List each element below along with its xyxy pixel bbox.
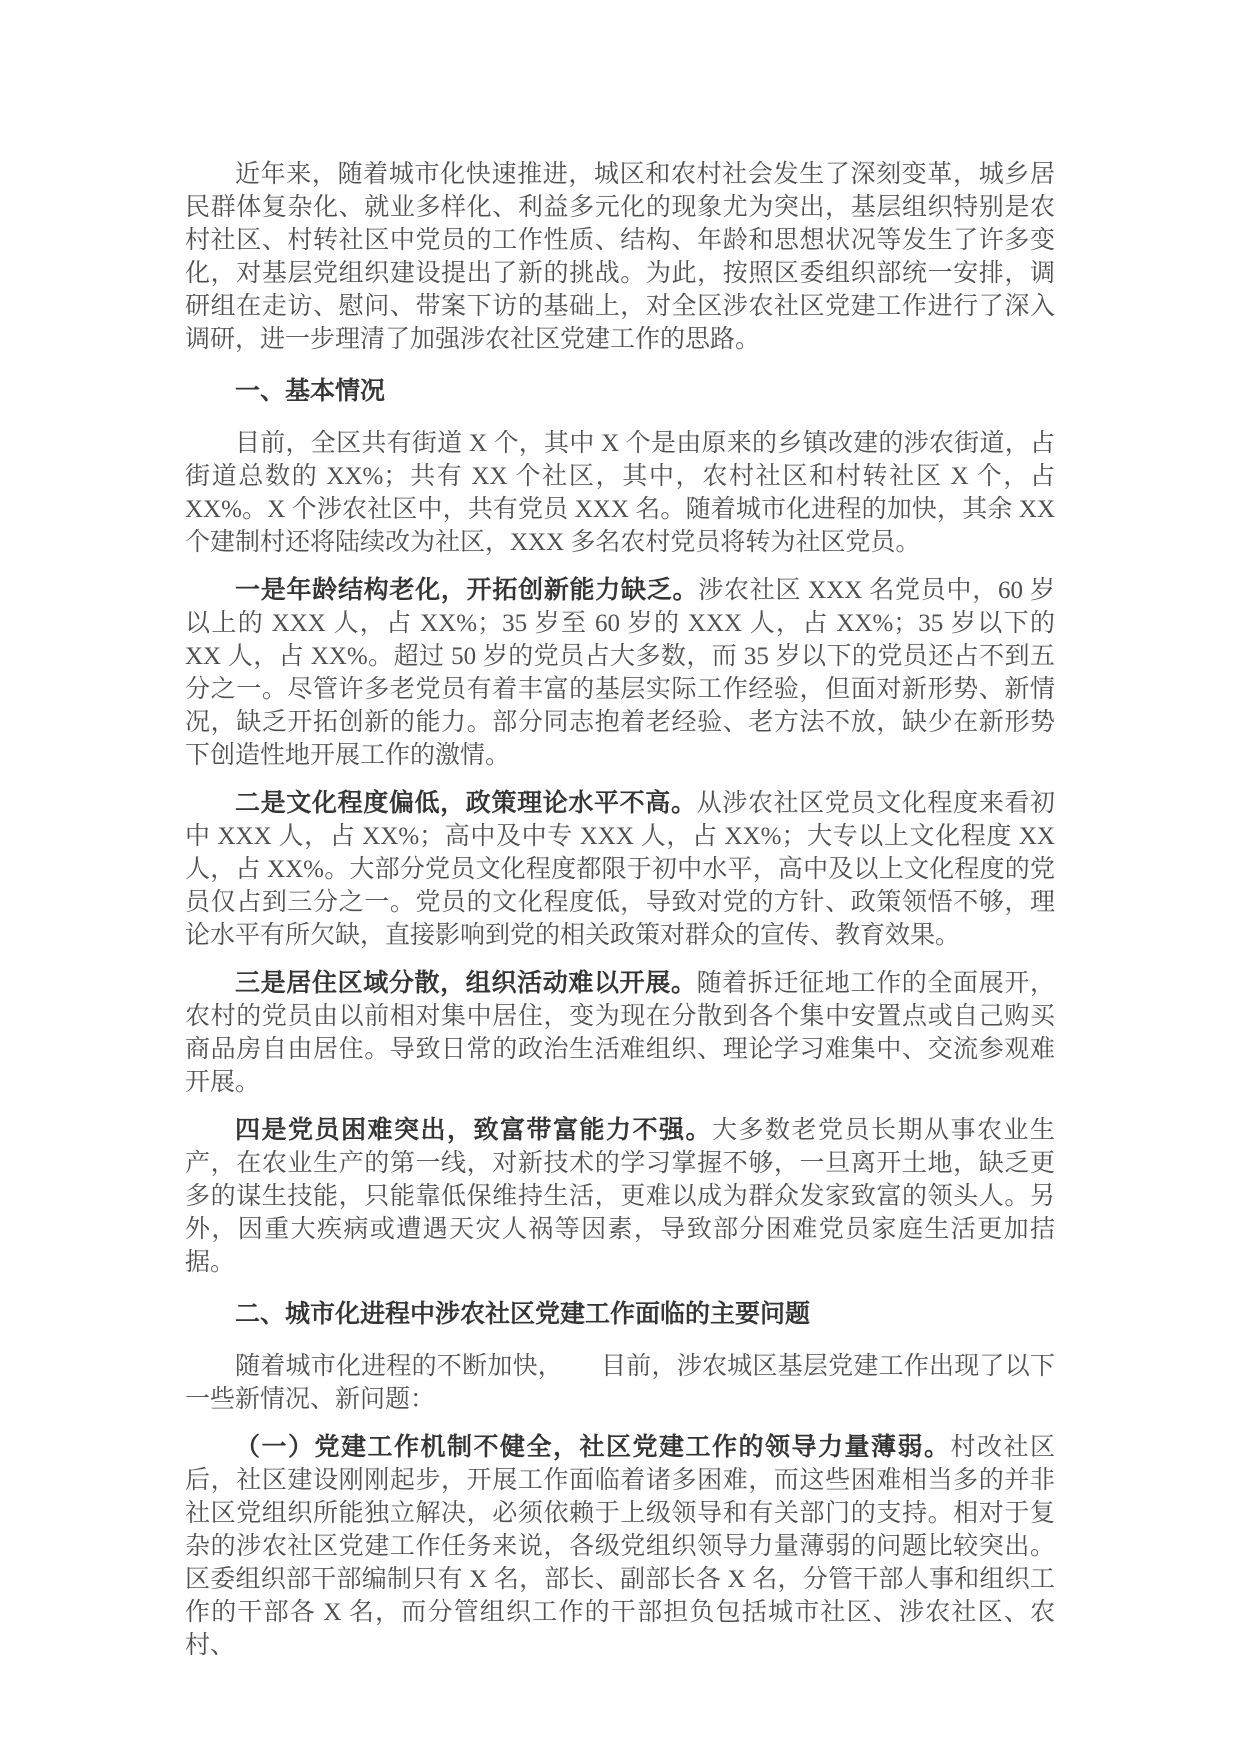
finding-4-body: 大多数老党员长期从事农业生产，在农业生产的第一线，对新技术的学习掌握不够，一旦离开土地，缺乏更多的谋生技能，只能靠低保维持生活，更难以成为群众发家致富的领头人。另外，因重大疾病或遭遇天灾人祸等因素，导致部分困难党员家庭生活更加拮据。 — [185, 1117, 1055, 1276]
section-2-intro-paragraph: 随着城市化进程的不断加快， 目前，涉农城区基层党建工作出现了以下一些新情况、新问题： — [185, 1353, 1055, 1413]
section-1-overview-paragraph: 目前，全区共有街道 X 个，其中 X 个是由原来的乡镇改建的涉农街道，占街道总数的 XX%；共有 XX 个社区，其中，农村社区和村转社区 X 个，占 XX%。X 个涉农社区中，共有党员 XXX 名。随着城市化进程的加快，其余 XX 个建制村还将陆续改为社区，XXX 多名农村党员将转为社区党员。 — [185, 430, 1055, 556]
finding-paragraph-1 — [185, 574, 1055, 772]
problem-1-lead: （一）党建工作机制不健全，社区党建工作的领导力量薄弱。 — [235, 1434, 951, 1461]
section-1-heading: 一、基本情况 — [235, 378, 386, 405]
finding-paragraph-4 — [185, 1114, 1055, 1279]
finding-2-lead: 二是文化程度偏低，政策理论水平不高。 — [235, 790, 697, 817]
finding-1-lead: 一是年龄结构老化，开拓创新能力缺乏。 — [235, 577, 699, 604]
finding-2-body: 从涉农社区党员文化程度来看初中 XXX 人，占 XX%；高中及中专 XXX 人，占 XX%；大专以上文化程度 XX 人，占 XX%。大部分党员文化程度都限于初中水平，高中及以上文化程度的党员仅占到三分之一。党员的文化程度低，导致对党的方针、政策领悟不够，理论水平有所欠缺，直接影响到党的相关政策对群众的宣传、教育效果。 — [185, 790, 1055, 949]
intro-paragraph: 近年来，随着城市化快速推进，城区和农村社会发生了深刻变革，城乡居民群体复杂化、就业多样化、利益多元化的现象尤为突出，基层组织特别是农村社区、村转社区中党员的工作性质、结构、年龄和思想状况等发生了许多变化，对基层党组织建设提出了新的挑战。为此，按照区委组织部统一安排，调研组在走访、慰问、带案下访的基础上，对全区涉农社区党建工作进行了深入调研，进一步理清了加强涉农社区党建工作的思路。 — [185, 161, 1055, 353]
problem-1-body: 村改社区后，社区建设刚刚起步，开展工作面临着诸多困难，而这些困难相当多的并非社区党组织所能独立解决，必须依赖于上级领导和有关部门的支持。相对于复杂的涉农社区党建工作任务来说，各级党组织领导力量薄弱的问题比较突出。区委组织部干部编制只有 X 名，部长、副部长各 X 名，分管干部人事和组织工作的干部各 X 名，而分管组织工作的干部担负包括城市社区、涉农社区、农村、 — [185, 1434, 1055, 1659]
finding-3-body: 随着拆迁征地工作的全面展开，农村的党员由以前相对集中居住，变为现在分散到各个集中安置点或自己购买商品房自由居住。导致日常的政治生活难组织、理论学习难集中、交流参观难开展。 — [185, 970, 1055, 1096]
finding-4-lead: 四是党员困难突出，致富带富能力不强。 — [235, 1117, 712, 1144]
finding-paragraph-3 — [185, 967, 1055, 1099]
section-2-heading: 二、城市化进程中涉农社区党建工作面临的主要问题 — [235, 1301, 811, 1328]
finding-3-lead: 三是居住区域分散，组织活动难以开展。 — [235, 970, 697, 997]
problem-paragraph-1 — [185, 1431, 1055, 1662]
finding-paragraph-2 — [185, 787, 1055, 952]
finding-1-body: 涉农社区 XXX 名党员中，60 岁以上的 XXX 人，占 XX%；35 岁至 60 岁的 XXX 人，占 XX%；35 岁以下的 XX 人，占 XX%。超过 50 岁的党员占大多数，而 35 岁以下的党员还占不到五分之一。尽管许多老党员有着丰富的基层实际工作经验，但面对新形势、新情况，缺乏开拓创新的能力。部分同志抱着老经验、老方法不放，缺少在新形势下创造性地开展工作的激情。 — [185, 577, 1055, 769]
